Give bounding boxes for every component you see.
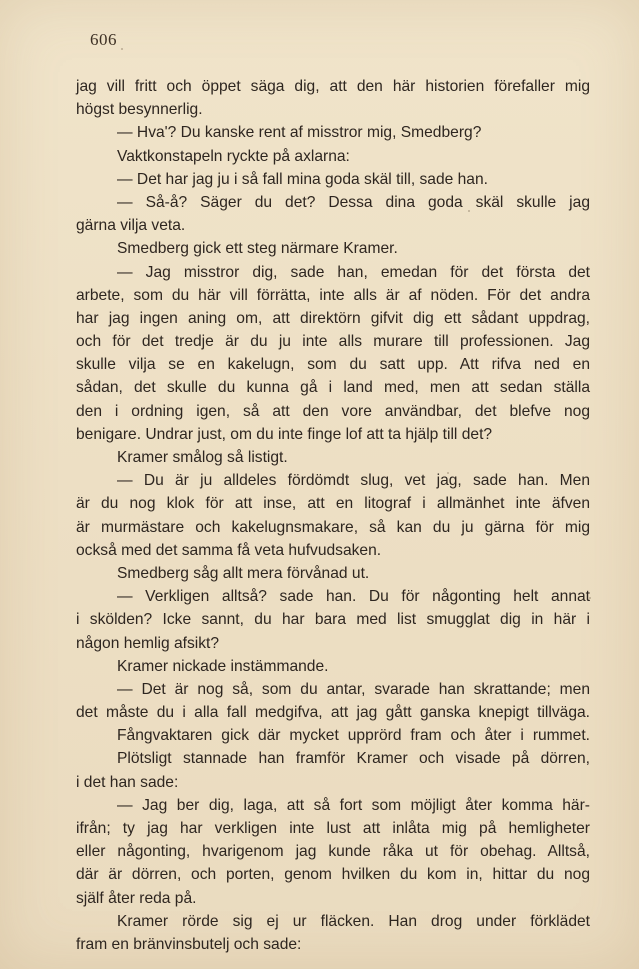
paper-speck xyxy=(468,210,470,212)
paper-speck xyxy=(121,48,123,50)
text-line: det måste du i alla fall medgifva, att jag gått ganska knepigt tillväga. xyxy=(76,704,590,722)
text-line: arbete, som du här vill förrätta, inte alls är af nöden. För det andra xyxy=(76,286,590,304)
text-line: — Hva'? Du kanske rent af misstror mig, Smedberg? xyxy=(117,124,482,142)
text-line: och för det tredje är du ju inte alls murare till professionen. Jag xyxy=(76,333,590,351)
text-line: i det han sade: xyxy=(76,773,179,791)
text-line: har jag ingen aning om, att direktörn gifvit dig ett sådant uppdrag, xyxy=(76,309,590,327)
text-line: Fångvaktaren gick där mycket upprörd fram och åter i rummet. xyxy=(117,727,590,745)
text-line: — Det har jag ju i så fall mina goda skäl till, sade han. xyxy=(117,170,488,188)
text-line: — Du är ju alldeles fördömdt slug, vet jag, sade han. Men xyxy=(117,472,590,490)
text-line: — Det är nog så, som du antar, svarade han skrattande; men xyxy=(117,680,590,698)
text-line: eller någonting, hvarigenom jag kunde råka ut för obehag. Alltså, xyxy=(76,843,590,861)
text-line: benigare. Undrar just, om du inte finge lof att ta hjälp till det? xyxy=(76,425,493,443)
text-line: skulle vilja se en kakelugn, som du satt upp. Att rifva ned en xyxy=(76,356,590,374)
text-line: — Verkligen alltså? sade han. Du för någonting helt annat xyxy=(117,588,590,606)
text-line: Kramer nickade instämmande. xyxy=(117,657,329,675)
paper-speck xyxy=(447,472,449,474)
text-line: jag vill fritt och öppet säga dig, att den här historien förefaller mig xyxy=(76,78,590,95)
text-line: i skölden? Icke sannt, du har bara med list smugglat dig in här i xyxy=(76,611,590,629)
text-line: gärna vilja veta. xyxy=(76,217,186,235)
text-line: Kramer smålog så listigt. xyxy=(117,449,288,466)
text-line: själf åter reda på. xyxy=(76,889,197,907)
page-number: 606 xyxy=(90,30,117,49)
text-line: Smedberg gick ett steg närmare Kramer. xyxy=(117,240,398,258)
text-line: också med det samma få veta hufvudsaken. xyxy=(76,541,382,559)
text-line: — Så-å? Säger du det? Dessa dina goda skäl skulle jag xyxy=(117,193,590,211)
text-line: är murmästare och kakelugnsmakare, så kan du ju gärna för mig xyxy=(76,518,590,536)
text-line: sådan, det skulle du kunna gå i land med, men att sedan ställa xyxy=(76,379,590,397)
text-line: någon hemlig afsikt? xyxy=(76,634,220,652)
text-line: Plötsligt stannade han framför Kramer och visade på dörren, xyxy=(117,750,590,768)
text-line: — Jag misstror dig, sade han, emedan för det första det xyxy=(117,263,590,281)
text-line: ifrån; ty jag har verkligen inte lust att inlåta mig på hemligheter xyxy=(76,820,590,837)
text-line: fram en bränvinsbutelj och sade: xyxy=(76,935,302,953)
text-line: den i ordning igen, så att den vore användbar, det blefve nog xyxy=(76,402,590,420)
page-text xyxy=(76,75,590,956)
paper-speck xyxy=(589,597,591,599)
text-line: Vaktkonstapeln ryckte på axlarna: xyxy=(117,147,350,165)
text-line: Kramer rörde sig ej ur fläcken. Han drog under förklädet xyxy=(117,912,590,930)
text-line: Smedberg såg allt mera förvånad ut. xyxy=(117,564,370,582)
text-line: högst besynnerlig. xyxy=(76,101,203,119)
text-line: där är dörren, och porten, genom hvilken du kom in, hittar du nog xyxy=(76,866,590,884)
text-line: — Jag ber dig, laga, att så fort som möjligt åter komma här- xyxy=(117,796,590,814)
text-line: är du nog klok för att inse, att en litograf i allmänhet inte äfven xyxy=(76,495,590,513)
